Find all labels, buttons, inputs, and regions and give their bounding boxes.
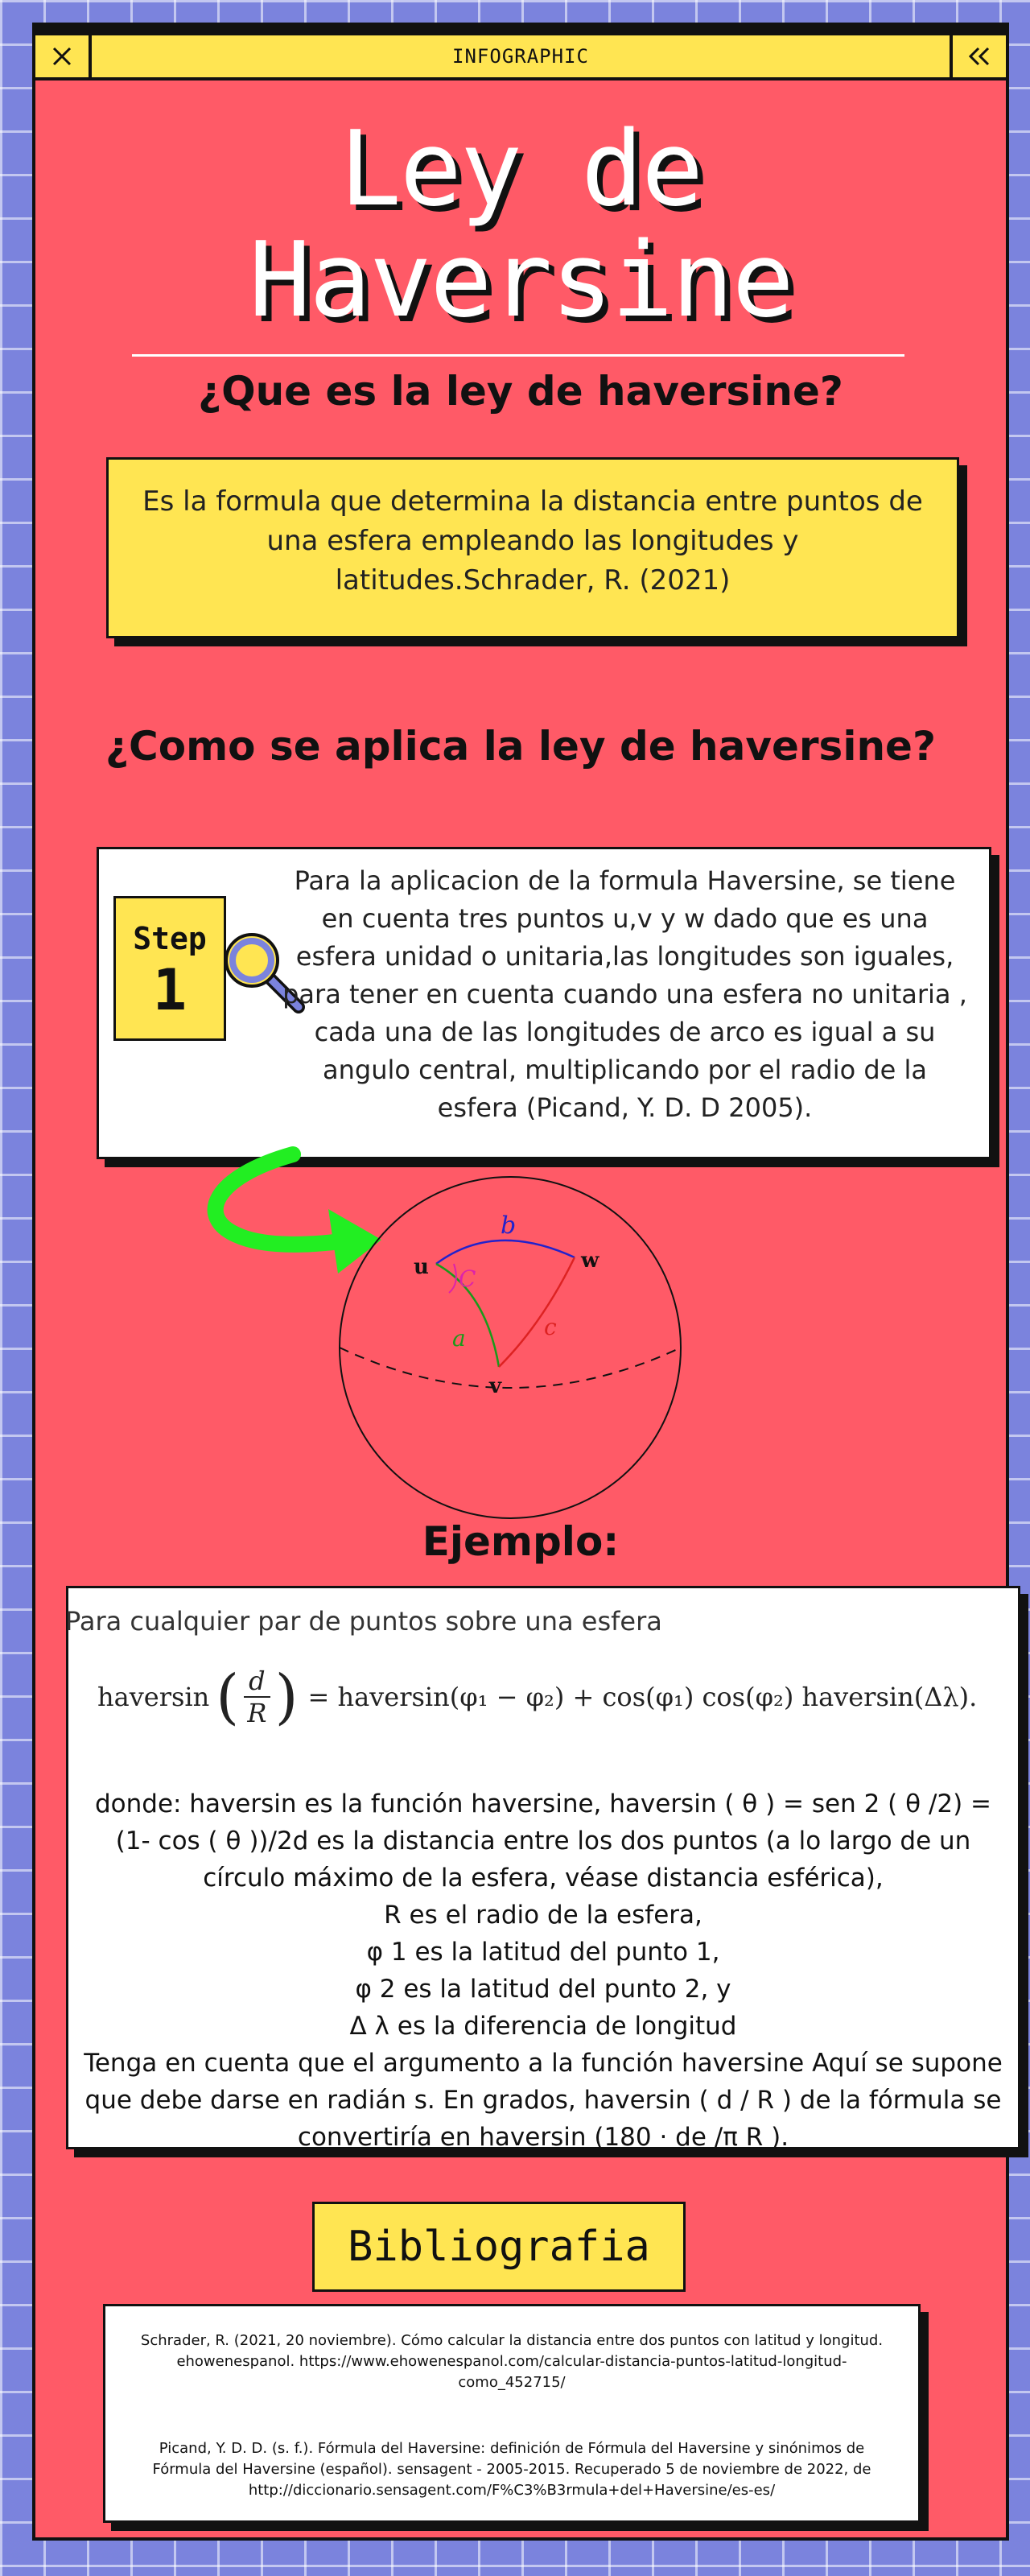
example-line: Δ λ es la diferencia de longitud bbox=[349, 2012, 737, 2041]
example-line: φ 1 es la latitud del punto 1, bbox=[366, 1938, 720, 1967]
bibliography-card bbox=[103, 2304, 921, 2523]
example-line: R es el radio de la esfera, bbox=[384, 1901, 702, 1930]
formula-numerator: d bbox=[244, 1666, 270, 1698]
arc-a-label: a bbox=[452, 1325, 466, 1352]
step-text: Para la aplicacion de la formula Haversine, se tiene en cuenta tres puntos u,v y w dado que es una esfera unidad o unitaria,las longitudes son iguales, para tener en cuenta cuando una esfera no unitaria , cada una de las longitudes de arco es igual a su angulo central, multiplicando por el radio de la esfera (Picand, Y. D. D 2005). bbox=[282, 865, 967, 1123]
step-card bbox=[97, 847, 991, 1159]
title-line-2: Haversine bbox=[249, 221, 793, 341]
formula-rhs: = haversin(φ₁ − φ₂) + cos(φ₁) cos(φ₂) haversin(Δλ). bbox=[307, 1682, 978, 1712]
example-heading: Ejemplo: bbox=[422, 1518, 620, 1565]
top-bar-label: INFOGRAPHIC bbox=[452, 45, 589, 68]
formula-fraction bbox=[244, 1666, 270, 1728]
point-w-label: w bbox=[581, 1249, 599, 1273]
formula-denominator: R bbox=[247, 1698, 267, 1728]
arc-b-label: b bbox=[501, 1212, 517, 1240]
bibliography-entry: Schrader, R. (2021, 20 noviembre). Cómo calcular la distancia entre dos puntos con latitud y longitud. ehowenespanol. https://www.ehowenespanol.com/calcular-distancia-puntos-latitud-longitud-como_452715/ bbox=[140, 2332, 884, 2391]
point-v-label: v bbox=[489, 1374, 502, 1398]
example-line: φ 2 es la latitud del punto 2, y bbox=[355, 1975, 731, 2004]
sphere-diagram bbox=[325, 1162, 695, 1533]
bibliography-entry: Picand, Y. D. D. (s. f.). Fórmula del Haversine: definición de Fórmula del Haversine y sinónimos de Fórmula del Haversine (español). sensagent - 2005-2015. Recuperado 5 de noviembre de 2022, de http://diccionario.sensagent.com/F%C3%B3rmula+del+Haversine/es-es/ bbox=[152, 2440, 871, 2499]
main-title bbox=[35, 109, 1006, 341]
example-line: Tenga en cuenta que el argumento a la función haversine Aquí se supone que debe darse en radián s. En grados, haversin ( d / R ) de la fórmula se convertiría en haversin (180 ⋅ de /π R ). bbox=[84, 2049, 1003, 2152]
angle-C-label: C bbox=[459, 1265, 476, 1292]
arc-c-label: c bbox=[544, 1314, 557, 1340]
section-heading-what: ¿Que es la ley de haversine? bbox=[198, 368, 843, 415]
example-card bbox=[65, 1586, 1020, 2152]
title-divider bbox=[132, 354, 904, 357]
top-bar bbox=[35, 26, 1006, 80]
example-explanation bbox=[76, 1785, 1010, 2156]
bibliography-heading: Bibliografia bbox=[312, 2202, 686, 2292]
haversine-formula: haversin ( $\frac{d}{R}$ ) = haversin(φ₁ − φ₂) + cos(φ₁) cos(φ₂) haversin(Δλ). bbox=[97, 1662, 978, 1732]
close-icon[interactable] bbox=[35, 35, 92, 77]
double-chevron-left-icon[interactable] bbox=[950, 35, 1006, 77]
infographic-frame bbox=[32, 23, 1009, 2541]
title-line-1: Ley de bbox=[339, 109, 702, 229]
definition-text: Es la formula que determina la distancia entre puntos de una esfera empleando las longitudes y latitudes.Schrader, R. (2021) bbox=[142, 485, 923, 597]
step-label: Step bbox=[133, 921, 207, 956]
step-number: 1 bbox=[152, 957, 187, 1023]
section-heading-how: ¿Como se aplica la ley de haversine? bbox=[105, 723, 936, 770]
example-line: donde: haversin es la función haversine, haversin ( θ ) = sen 2 ( θ /2) = (1- cos ( θ ))/2d es la distancia entre los dos puntos (a lo largo de un círculo máximo de la esfera, véase distancia esférica), bbox=[94, 1790, 992, 1893]
definition-card bbox=[106, 457, 959, 638]
point-u-label: u bbox=[414, 1255, 429, 1279]
example-intro: Para cualquier par de puntos sobre una esfera bbox=[65, 1606, 662, 1637]
step-badge bbox=[113, 896, 226, 1041]
formula-lhs-func: haversin bbox=[97, 1682, 210, 1712]
